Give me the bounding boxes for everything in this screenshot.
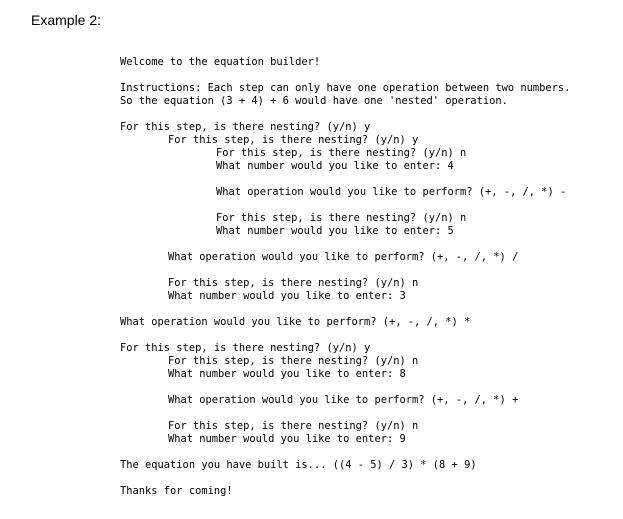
console-line: The equation you have built is... ((4 - 5) / 3) * (8 + 9) — [120, 459, 477, 471]
console-line: For this step, is there nesting? (y/n) n — [168, 277, 419, 289]
console-line: What operation would you like to perform? (+, -, /, *) / — [168, 251, 519, 263]
blank-line — [120, 407, 570, 420]
blank-line — [120, 238, 570, 251]
blank-line — [120, 199, 570, 212]
console-line: Welcome to the equation builder! — [120, 56, 321, 68]
console-output — [120, 56, 570, 498]
console-line: For this step, is there nesting? (y/n) n — [168, 355, 419, 367]
blank-line — [120, 69, 570, 82]
console-line: What operation would you like to perform? (+, -, /, *) * — [120, 316, 471, 328]
console-line: For this step, is there nesting? (y/n) n — [216, 212, 467, 224]
console-line: What number would you like to enter: 8 — [168, 368, 406, 380]
console-line: For this step, is there nesting? (y/n) y — [120, 121, 371, 133]
blank-line — [120, 303, 570, 316]
console-line: What number would you like to enter: 9 — [168, 433, 406, 445]
blank-line — [120, 108, 570, 121]
blank-line — [120, 173, 570, 186]
blank-line — [120, 381, 570, 394]
console-line: What number would you like to enter: 3 — [168, 290, 406, 302]
blank-line — [120, 446, 570, 459]
console-line: What number would you like to enter: 5 — [216, 225, 454, 237]
console-line: For this step, is there nesting? (y/n) n — [216, 147, 467, 159]
console-line: What operation would you like to perform? (+, -, /, *) + — [168, 394, 519, 406]
console-line: What operation would you like to perform? (+, -, /, *) - — [216, 186, 567, 198]
console-line: For this step, is there nesting? (y/n) y — [168, 134, 419, 146]
console-line: Instructions: Each step can only have one operation between two numbers. — [120, 82, 571, 94]
example-heading: Example 2: — [31, 12, 102, 28]
console-line: So the equation (3 + 4) + 6 would have one 'nested' operation. — [120, 95, 508, 107]
console-line: For this step, is there nesting? (y/n) y — [120, 342, 371, 354]
console-line: What number would you like to enter: 4 — [216, 160, 454, 172]
console-line: Thanks for coming! — [120, 485, 233, 497]
blank-line — [120, 264, 570, 277]
blank-line — [120, 472, 570, 485]
console-line: For this step, is there nesting? (y/n) n — [168, 420, 419, 432]
blank-line — [120, 329, 570, 342]
